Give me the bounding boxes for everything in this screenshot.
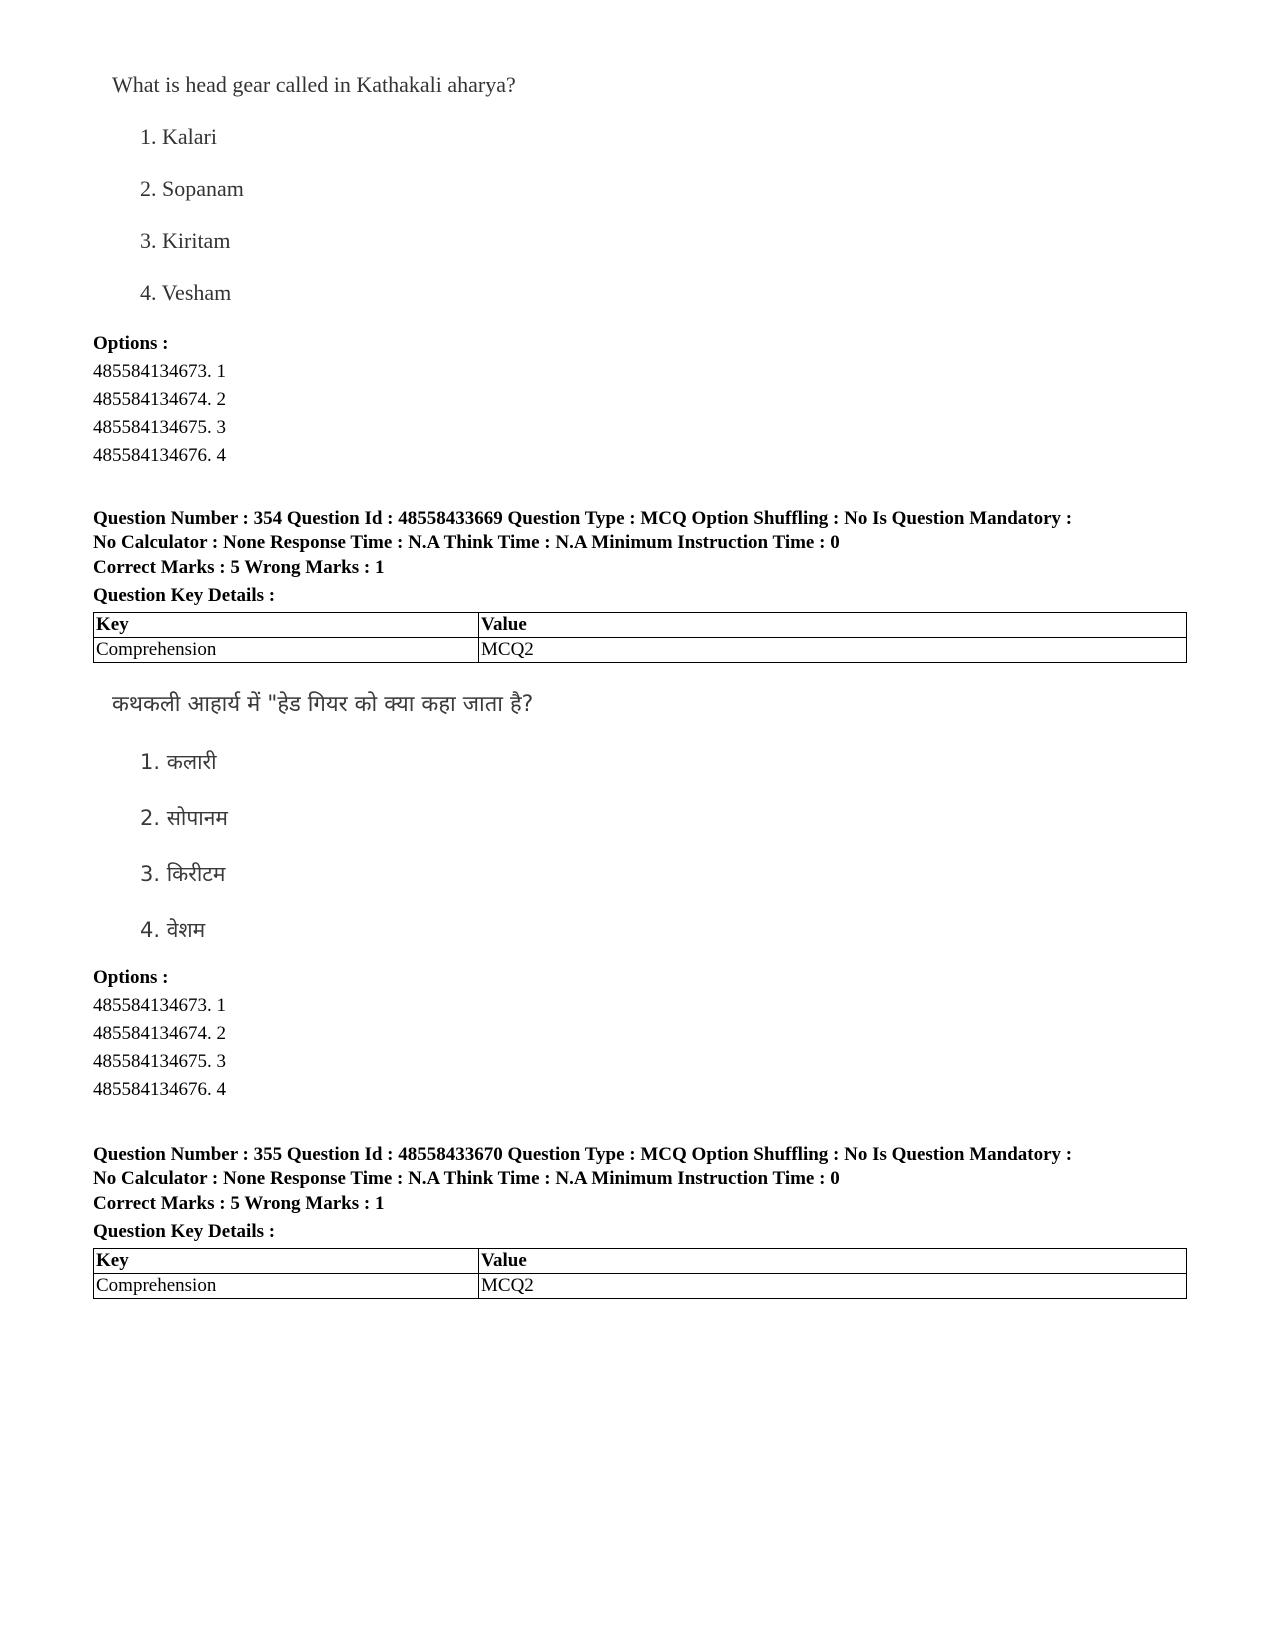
table-cell-key: Comprehension (94, 1274, 479, 1299)
options-title: Options : (93, 967, 169, 988)
choice-4: 4. Vesham (140, 280, 232, 305)
table-header-row (94, 1249, 1187, 1274)
key-details-title: Question Key Details : (93, 585, 276, 606)
choice-3: 3. किरीटम (140, 862, 226, 886)
table-header-row (94, 613, 1187, 638)
question-image-english (112, 72, 516, 305)
meta-line-1: Question Number : 354 Question Id : 48558433669 Question Type : MCQ Option Shuffling : No Is Question Mandatory : (93, 508, 1073, 529)
meta-line-2: No Calculator : None Response Time : N.A Think Time : N.A Minimum Instruction Time : 0 (93, 532, 840, 553)
choice-2: 2. सोपानम (140, 806, 228, 830)
choice-3: 3. Kiritam (140, 228, 231, 253)
question-stem: What is head gear called in Kathakali aharya? (112, 72, 516, 97)
table-header-key: Key (94, 1249, 479, 1274)
choice-2: 2. Sopanam (140, 176, 244, 201)
option-item: 485584134674. 2 (93, 1023, 226, 1044)
option-item: 485584134676. 4 (93, 1079, 226, 1100)
question-stem: कथकली आहार्य में "हेड गियर को क्या कहा जाता है? (112, 692, 534, 717)
table-header-key: Key (94, 613, 479, 638)
choice-4: 4. वेशम (140, 918, 206, 942)
options-title: Options : (93, 333, 169, 354)
question-meta (93, 507, 1193, 555)
choice-1: 1. Kalari (140, 124, 217, 149)
question-image-hindi (112, 692, 534, 942)
option-item: 485584134673. 1 (93, 361, 226, 382)
table-cell-key: Comprehension (94, 638, 479, 663)
meta-line-1: Question Number : 355 Question Id : 48558433670 Question Type : MCQ Option Shuffling : No Is Question Mandatory : (93, 1144, 1073, 1165)
table-row (94, 638, 1187, 663)
marks-line: Correct Marks : 5 Wrong Marks : 1 (93, 557, 385, 578)
option-item: 485584134674. 2 (93, 389, 226, 410)
choice-1: 1. कलारी (140, 750, 217, 774)
key-details-title: Question Key Details : (93, 1221, 276, 1242)
table-header-value: Value (479, 613, 1187, 638)
options-list (93, 964, 226, 1104)
key-value-table (93, 612, 1187, 663)
table-row (94, 1274, 1187, 1299)
table-cell-value: MCQ2 (479, 638, 1187, 663)
key-value-table (93, 1248, 1187, 1299)
question-meta (93, 1143, 1193, 1191)
option-item: 485584134673. 1 (93, 995, 226, 1016)
option-item: 485584134676. 4 (93, 445, 226, 466)
table-header-value: Value (479, 1249, 1187, 1274)
option-item: 485584134675. 3 (93, 417, 226, 438)
table-cell-value: MCQ2 (479, 1274, 1187, 1299)
options-list (93, 330, 226, 470)
marks-line: Correct Marks : 5 Wrong Marks : 1 (93, 1193, 385, 1214)
meta-line-2: No Calculator : None Response Time : N.A Think Time : N.A Minimum Instruction Time : 0 (93, 1168, 840, 1189)
option-item: 485584134675. 3 (93, 1051, 226, 1072)
